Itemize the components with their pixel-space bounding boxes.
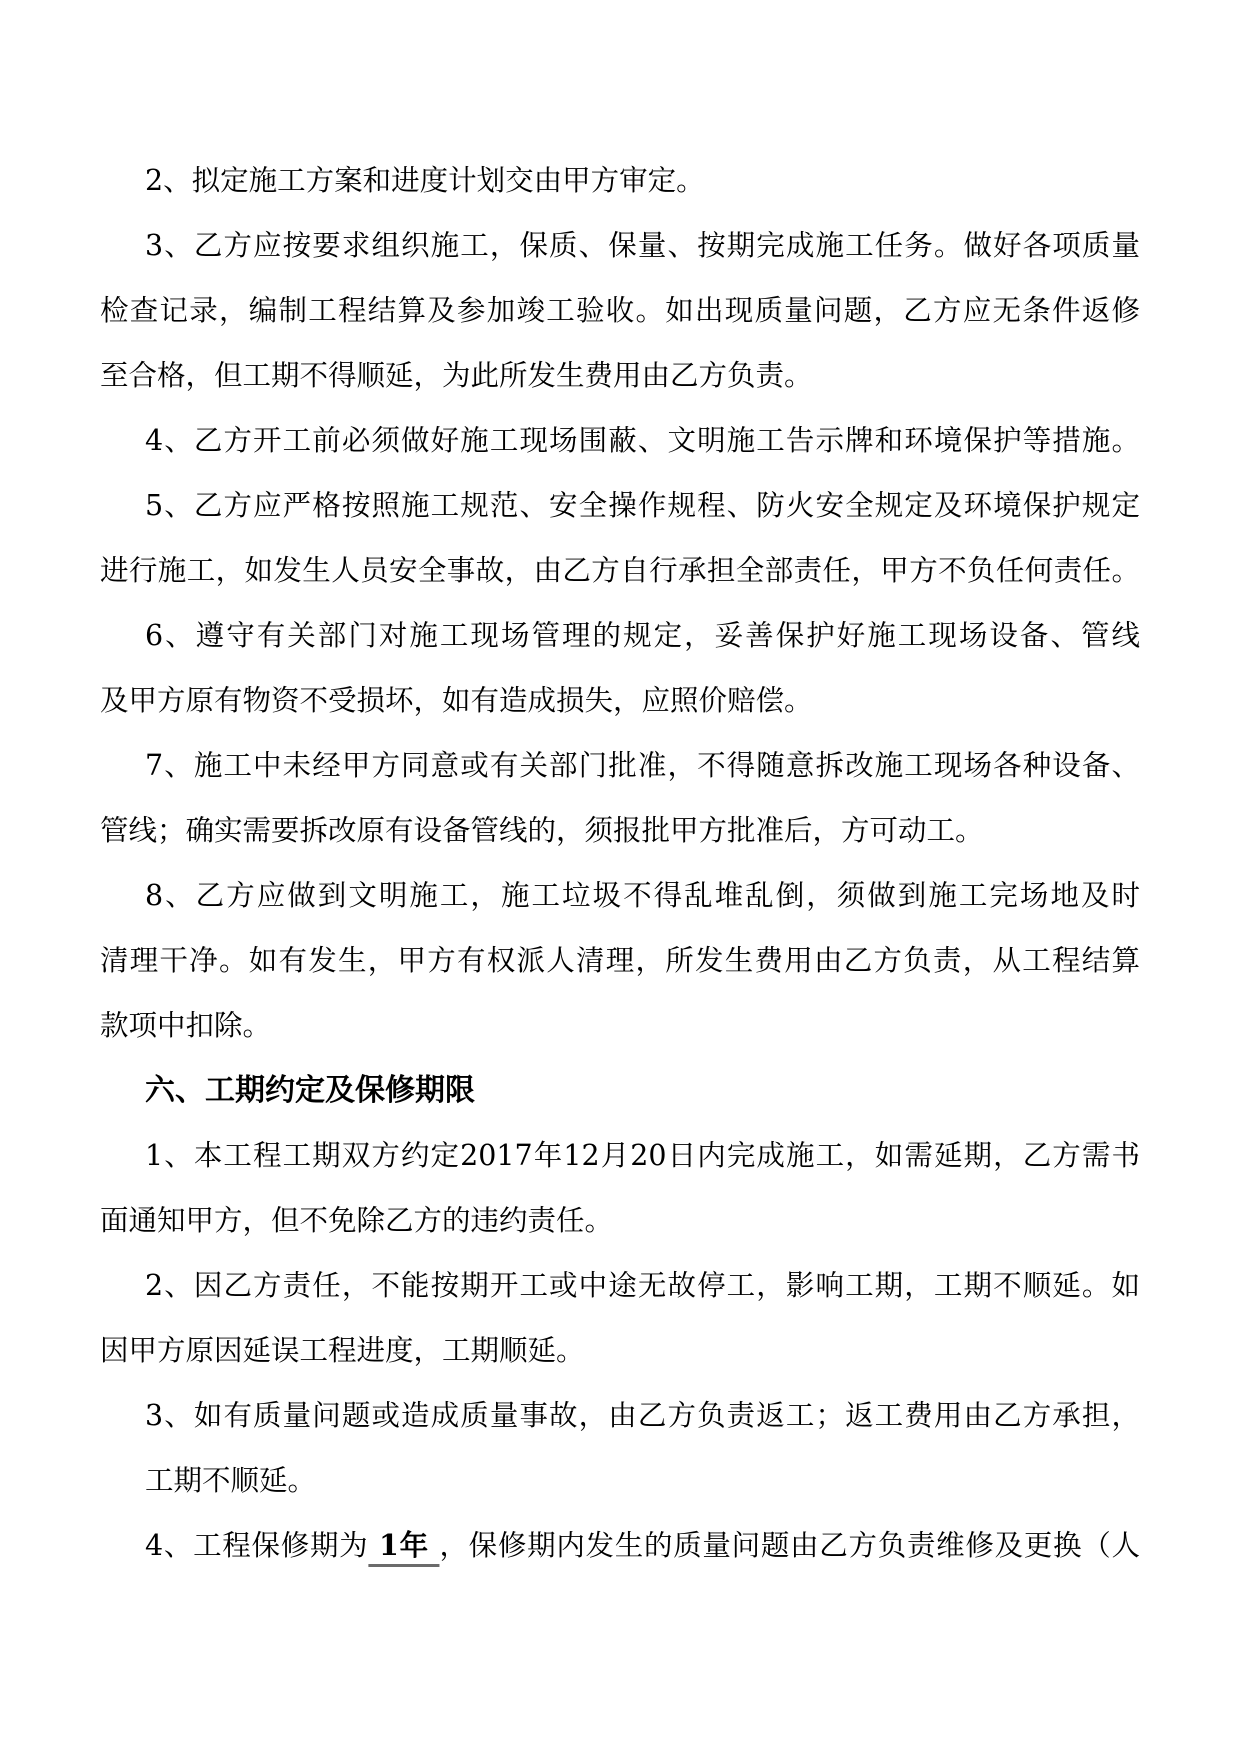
paragraph — [100, 1253, 1140, 1383]
paragraph — [100, 1123, 1140, 1253]
text-line: 款项中扣除。 — [100, 1009, 272, 1042]
contract-body — [100, 148, 1140, 1578]
text-line: 至合格，但工期不得顺延，为此所发生费用由乙方负责。 — [100, 359, 813, 392]
paragraph — [100, 1383, 1140, 1513]
text-segment: ，保修期内发生的质量问题由乙方负责维修及更换（人 — [439, 1529, 1140, 1562]
paragraph — [100, 473, 1140, 603]
paragraph — [100, 148, 1140, 213]
text-line: 管线；确实需要拆改原有设备管线的，须报批甲方批准后，方可动工。 — [100, 814, 984, 847]
text-line — [100, 1513, 1140, 1578]
paragraph — [100, 1513, 1140, 1578]
text-line: 5、乙方应严格按照施工规范、安全操作规程、防火安全规定及环境保护规定 — [145, 489, 1140, 522]
paragraph — [100, 733, 1140, 863]
paragraph — [100, 603, 1140, 733]
text-line: 清理干净。如有发生，甲方有权派人清理，所发生费用由乙方负责，从工程结算 — [100, 944, 1140, 977]
text-line: 1、本工程工期双方约定2017年12月20日内完成施工，如需延期，乙方需书 — [145, 1139, 1140, 1172]
warranty-period-value: 1年 — [368, 1528, 440, 1562]
text-line: 及甲方原有物资不受损坏，如有造成损失，应照价赔偿。 — [100, 684, 813, 717]
text-line: 7、施工中未经甲方同意或有关部门批准，不得随意拆改施工现场各种设备、 — [145, 749, 1140, 782]
text-line: 面通知甲方，但不免除乙方的违约责任。 — [100, 1204, 614, 1237]
text-segment: 4、工程保修期为 — [145, 1529, 369, 1562]
text-line: 2、因乙方责任，不能按期开工或中途无故停工，影响工期，工期不顺延。如 — [145, 1269, 1140, 1302]
text-line: 6、遵守有关部门对施工现场管理的规定，妥善保护好施工现场设备、管线 — [145, 619, 1140, 652]
paragraph — [100, 213, 1140, 408]
text-line: 因甲方原因延误工程进度，工期顺延。 — [100, 1334, 585, 1367]
paragraph — [100, 408, 1140, 473]
text-line: 检查记录，编制工程结算及参加竣工验收。如出现质量问题，乙方应无条件返修 — [100, 294, 1140, 327]
section-heading — [100, 1058, 1140, 1123]
text-line: 4、乙方开工前必须做好施工现场围蔽、文明施工告示牌和环境保护等措施。 — [145, 424, 1140, 457]
text-line: 3、乙方应按要求组织施工，保质、保量、按期完成施工任务。做好各项质量 — [145, 229, 1140, 262]
text-line: 六、工期约定及保修期限 — [145, 1073, 475, 1108]
text-line: 进行施工，如发生人员安全事故，由乙方自行承担全部责任，甲方不负任何责任。 — [100, 554, 1140, 587]
text-line: 8、乙方应做到文明施工，施工垃圾不得乱堆乱倒，须做到施工完场地及时 — [145, 879, 1140, 912]
text-line: 3、如有质量问题或造成质量事故，由乙方负责返工；返工费用由乙方承担， — [145, 1399, 1140, 1432]
paragraph — [100, 863, 1140, 1058]
text-line: 工期不顺延。 — [145, 1464, 317, 1497]
text-line: 2、拟定施工方案和进度计划交由甲方审定。 — [145, 164, 705, 197]
